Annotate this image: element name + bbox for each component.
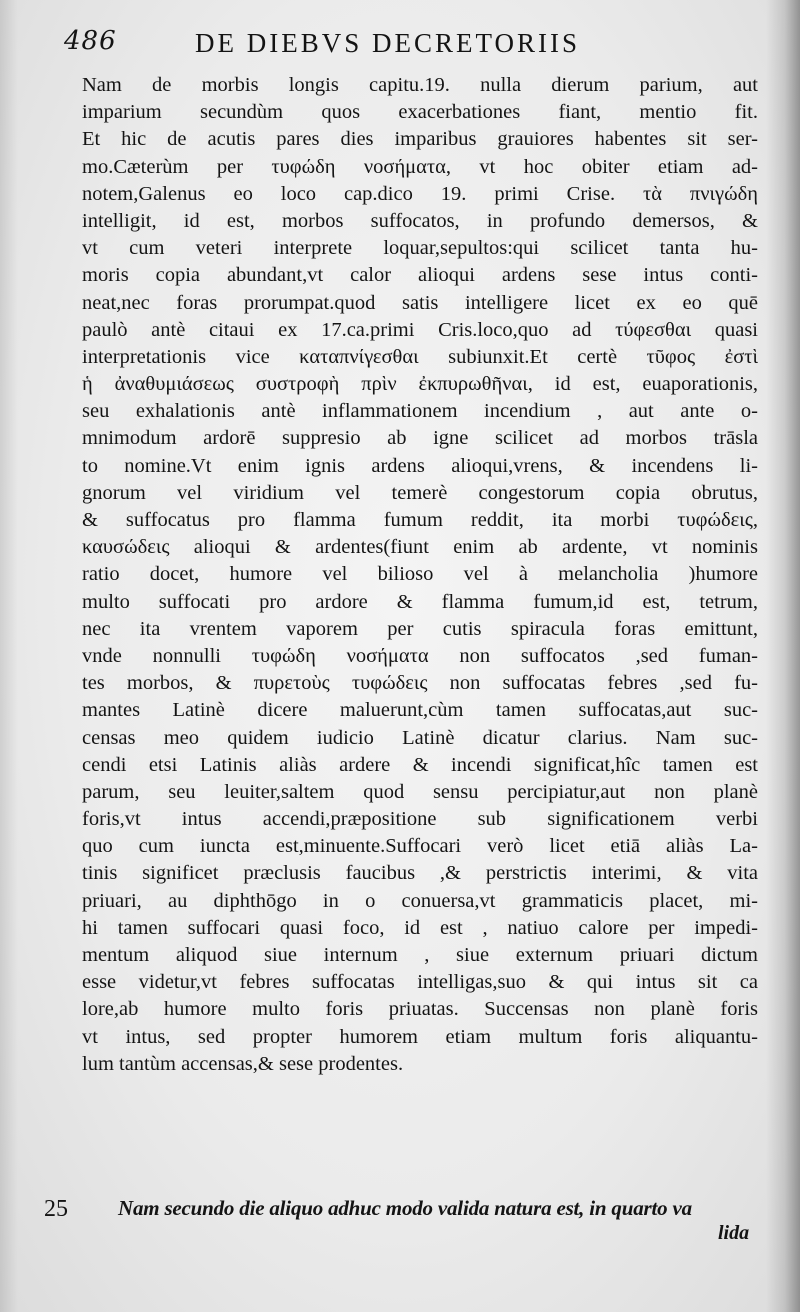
text-line: vt intus, sed propter humorem etiam multum foris aliquantu-	[82, 1025, 758, 1048]
text-line: quo cum iuncta est,minuente.Suffocari verò licet etiā aliàs La-	[82, 835, 758, 858]
text-line: multo suffocati pro ardore & flamma fumum,id est, tetrum,	[82, 590, 758, 613]
body-text	[82, 72, 758, 1078]
text-line: vnde nonnulli τυφώδη νοσήματα non suffocatos ,sed fuman-	[82, 644, 758, 667]
text-line: mnimodum ardorē suppresio ab igne scilicet ad morbos trāsla	[82, 427, 758, 450]
text-line: lore,ab humore multo foris priuatas. Succensas non planè foris	[82, 998, 758, 1021]
text-line: tinis significet præclusis faucibus ,& perstrictis interimi, & vita	[82, 862, 758, 885]
page-edge-shadow-left	[0, 0, 18, 1312]
text-line: parum, seu leuiter,saltem quod sensu percipiatur,aut non planè	[82, 780, 758, 803]
text-line: ratio docet, humore vel bilioso vel à melancholia )humore	[82, 563, 758, 586]
text-line: gnorum vel viridium vel temerè congestorum copia obrutus,	[82, 481, 758, 504]
page-number: 486	[64, 26, 117, 56]
text-line: interpretationis vice καταπνίγεσθαι subiunxit.Et certè τῦφος ἐστὶ	[82, 345, 758, 368]
text-line: imparium secundùm quos exacerbationes fiant, mentio fit.	[82, 101, 758, 124]
footnote-line-1: Nam secundo die aliquo adhuc modo valida natura est, in quarto va	[118, 1196, 692, 1220]
text-line: & suffocatus pro flamma fumum reddit, ita morbi τυφώδεις,	[82, 509, 758, 531]
text-line: cendi etsi Latinis aliàs ardere & incendi significat,hîc tamen est	[82, 753, 758, 776]
text-line: paulò antè citaui ex 17.ca.primi Cris.loco,quo ad τύφεσθαι quasi	[82, 318, 758, 341]
text-line: censas meo quidem iudicio Latinè dicatur clarius. Nam suc-	[82, 726, 758, 749]
text-line: moris copia abundant,vt calor alioqui ardens sese intus conti-	[82, 264, 758, 287]
footnote-line-2: lida	[718, 1222, 750, 1244]
page-edge-shadow-right	[766, 0, 800, 1312]
text-line: mentum aliquod siue internum , siue externum priuari dictum	[82, 944, 758, 966]
text-line: hi tamen suffocari quasi foco, id est , natiuo calore per impedi-	[82, 916, 758, 939]
text-line: καυσώδεις alioqui & ardentes(fiunt enim ab ardente, vt nominis	[82, 536, 758, 559]
text-line: mantes Latinè dicere maluerunt,cùm tamen suffocatas,aut suc-	[82, 699, 758, 722]
text-line: lum tantùm accensas,& sese prodentes.	[82, 1052, 404, 1075]
text-line: intelligit, id est, morbos suffocatos, in profundo demersos, &	[82, 209, 758, 232]
text-line: nec ita vrentem vaporem per cutis spiracula foras emittunt,	[82, 617, 758, 640]
running-head: DE DIEBVS DECRETORIIS	[195, 28, 581, 58]
text-line: vt cum veteri interprete loquar,sepultos:qui scilicet tanta hu-	[82, 237, 758, 260]
text-line: mo.Cæterùm per τυφώδη νοσήματα, vt hoc obiter etiam ad-	[82, 155, 758, 178]
text-line: Et hic de acutis pares dies imparibus grauiores habentes sit ser-	[82, 128, 758, 151]
text-line: to nomine.Vt enim ignis ardens alioqui,vrens, & incendens li-	[82, 454, 758, 477]
text-line: foris,vt intus accendi,præpositione sub significationem verbi	[82, 808, 758, 831]
text-line: Nam de morbis longis capitu.19. nulla dierum parium, aut	[82, 74, 758, 96]
text-line: neat,nec foras prorumpat.quod satis intelligere licet ex eo quē	[82, 291, 758, 314]
text-line: notem,Galenus eo loco cap.dico 19. primi Crise. τὰ πνιγώδη	[82, 182, 758, 205]
text-line: tes morbos, & πυρετοὺς τυφώδεις non suffocatas febres ,sed fu-	[82, 672, 758, 695]
text-line: seu exhalationis antè inflammationem incendium , aut ante o-	[82, 400, 758, 423]
text-line: ἡ ἀναθυμιάσεως συστροφὴ πρὶν ἐκπυρωθῆναι, id est, euaporationis,	[82, 373, 758, 396]
text-line: priuari, au diphthōgo in o conuersa,vt grammaticis placet, mi-	[82, 889, 758, 912]
text-line: esse videtur,vt febres suffocatas intelligas,suo & qui intus sit ca	[82, 971, 758, 994]
margin-note-number: 25	[44, 1196, 68, 1222]
